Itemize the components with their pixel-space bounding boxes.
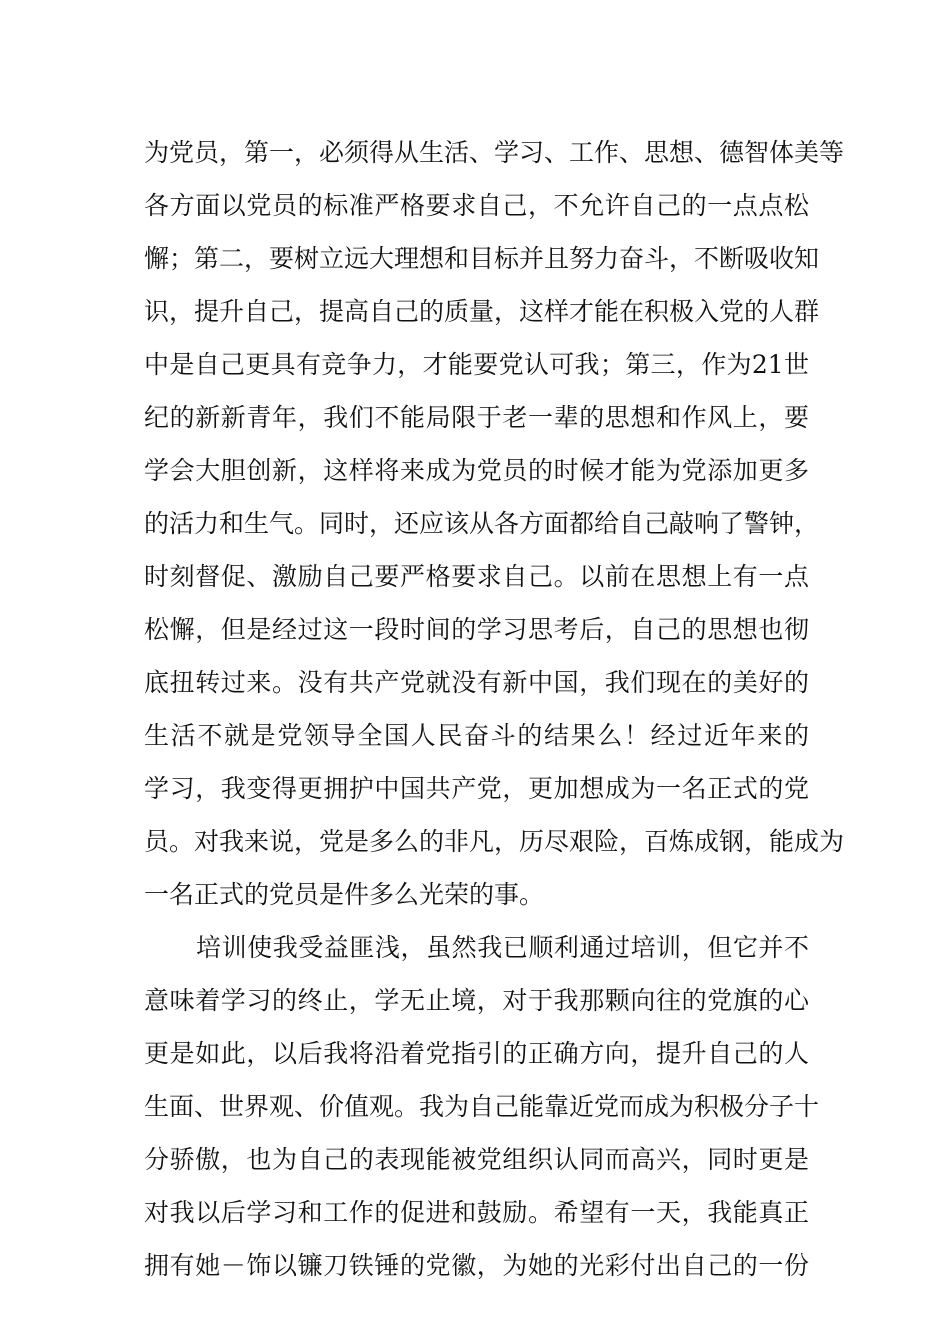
text-line: 为党员，第一，必须得从生活、学习、工作、思想、德智体美等 <box>144 138 845 167</box>
text-line: 纪的新新青年，我们不能局限于老一辈的思想和作风上，要 <box>144 403 809 432</box>
body-text <box>144 126 845 1292</box>
text-line: 意味着学习的终止，学无止境，对于我那颗向往的党旗的心 <box>144 986 809 1015</box>
paragraph-end-line: 一名正式的党员是件多么光荣的事。 <box>144 880 545 909</box>
text-line: 分骄傲，也为自己的表现能被党组织认同而高兴，同时更是 <box>144 1145 809 1174</box>
text-line: 懈；第二，要树立远大理想和目标并且努力奋斗，不断吸收知 <box>144 244 820 273</box>
text-line: 学习，我变得更拥护中国共产党，更加想成为一名正式的党 <box>144 774 809 803</box>
text-line: 底扭转过来。没有共产党就没有新中国，我们现在的美好的 <box>144 668 809 697</box>
text-line: 时刻督促、激励自己要严格要求自己。以前在思想上有一点 <box>144 562 809 591</box>
text-line: 更是如此，以后我将沿着党指引的正确方向，提升自己的人 <box>144 1039 809 1068</box>
text-line: 各方面以党员的标准严格要求自己，不允许自己的一点点松 <box>144 191 809 220</box>
text-line: 对我以后学习和工作的促进和鼓励。希望有一天，我能真正 <box>144 1198 809 1227</box>
text-line: 拥有她－饰以镰刀铁锤的党徽，为她的光彩付出自己的一份 <box>144 1251 809 1280</box>
paragraph-start-line: 培训使我受益匪浅，虽然我已顺利通过培训，但它并不 <box>196 933 809 962</box>
text-line: 学会大胆创新，这样将来成为党员的时候才能为党添加更多 <box>144 456 809 485</box>
text-line: 的活力和生气。同时，还应该从各方面都给自己敲响了警钟， <box>144 509 820 538</box>
text-line: 员。对我来说，党是多么的非凡，历尽艰险，百炼成钢，能成为 <box>144 827 845 856</box>
text-line: 生活不就是党领导全国人民奋斗的结果么！经过近年来的 <box>144 721 809 750</box>
text-line: 识，提升自己，提高自己的质量，这样才能在积极入党的人群 <box>144 297 820 326</box>
text-line: 生面、世界观、价值观。我为自己能靠近党而成为积极分子十 <box>144 1092 820 1121</box>
text-line: 中是自己更具有竞争力，才能要党认可我；第三，作为21世 <box>144 350 809 379</box>
text-line: 松懈，但是经过这一段时间的学习思考后，自己的思想也彻 <box>144 615 809 644</box>
